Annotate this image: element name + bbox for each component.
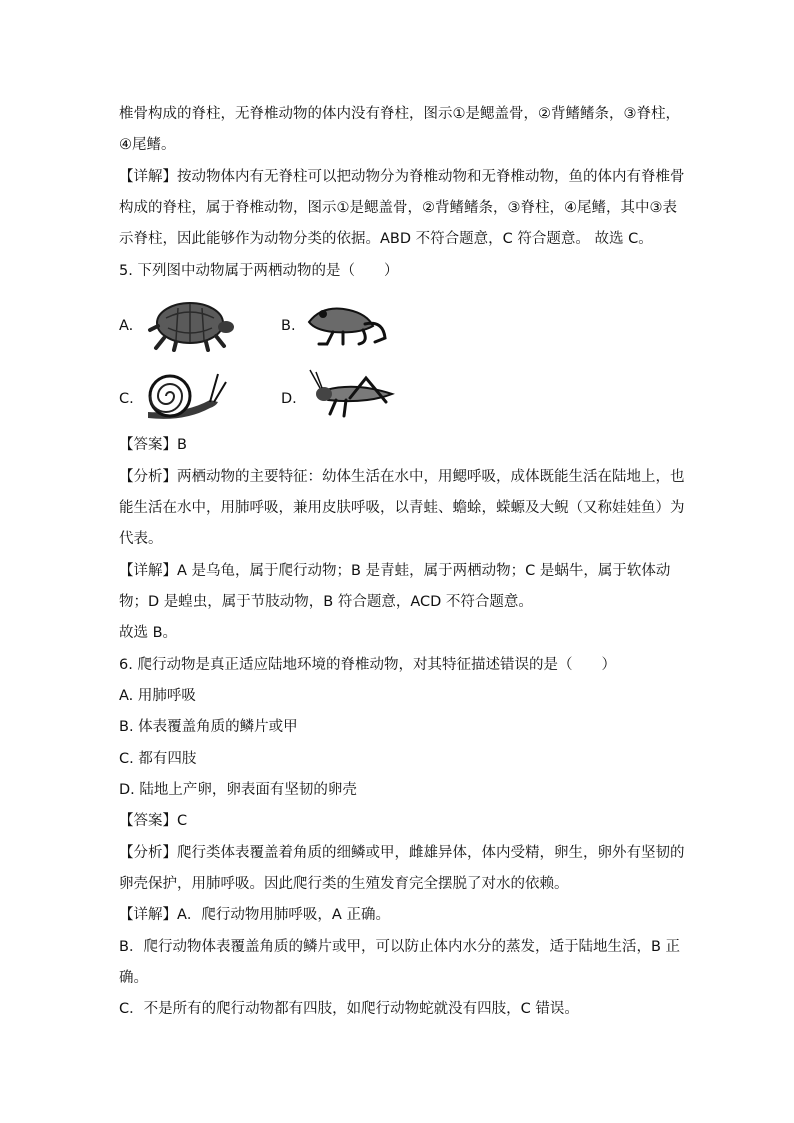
intro-line-2: ④尾鳍。 (119, 137, 176, 153)
q5-detail-line-1: 【详解】A 是乌龟，属于爬行动物；B 是青蛙，属于两栖动物；C 是蜗牛，属于软体动 (119, 563, 671, 579)
q6-option-c: C. 都有四肢 (119, 751, 197, 767)
q6-question: 6. 爬行动物是真正适应陆地环境的脊椎动物，对其特征描述错误的是（ ） (119, 657, 616, 673)
q5-conclusion: 故选 B。 (119, 625, 178, 641)
q5-analysis-line-1: 【分析】两栖动物的主要特征：幼体生活在水中，用鳃呼吸，成体既能生活在陆地上，也 (119, 469, 685, 485)
q5-answer: 【答案】B (119, 437, 187, 453)
intro-line-1: 椎骨构成的脊柱，无脊椎动物的体内没有脊柱，图示①是鳃盖骨，②背鳍鳍条，③脊柱， (119, 106, 680, 122)
q5-option-d-label: D. (281, 391, 297, 407)
grasshopper-icon (306, 368, 398, 420)
snail-icon (144, 366, 228, 424)
q6-option-b: B. 体表覆盖角质的鳞片或甲 (119, 719, 298, 735)
frog-icon (303, 298, 389, 348)
q5-option-c-label: C. (119, 391, 134, 407)
q5-analysis-line-3: 代表。 (119, 531, 163, 547)
q6-option-d: D. 陆地上产卵，卵表面有坚韧的卵壳 (119, 782, 357, 798)
q4-detail-line-2: 构成的脊柱，属于脊椎动物，图示①是鳃盖骨，②背鳍鳍条，③脊柱，④尾鳍，其中③表 (119, 200, 677, 216)
q6-detail-a: 【详解】A．爬行动物用肺呼吸，A 正确。 (119, 907, 390, 923)
q6-option-a: A. 用肺呼吸 (119, 688, 196, 704)
q6-answer: 【答案】C (119, 813, 188, 829)
q6-analysis-line-2: 卵壳保护，用肺呼吸。因此爬行类的生殖发育完全摆脱了对水的依赖。 (119, 876, 569, 892)
q5-analysis-line-2: 能生活在水中，用肺呼吸，兼用皮肤呼吸，以青蛙、蟾蜍，蝾螈及大鲵（又称娃娃鱼）为 (119, 500, 685, 516)
q6-detail-b-line-2: 确。 (119, 970, 148, 986)
q6-analysis-line-1: 【分析】爬行类体表覆盖着角质的细鳞或甲，雌雄异体，体内受精，卵生，卵外有坚韧的 (119, 845, 685, 861)
q5-option-b-label: B. (281, 318, 296, 334)
q6-detail-b-line-1: B．爬行动物体表覆盖角质的鳞片或甲，可以防止体内水分的蒸发，适于陆地生活，B 正 (119, 939, 681, 955)
turtle-icon (146, 296, 236, 352)
q5-question: 5. 下列图中动物属于两栖动物的是（ ） (119, 263, 399, 279)
q5-option-a-label: A. (119, 318, 134, 334)
q6-detail-c: C．不是所有的爬行动物都有四肢，如爬行动物蛇就没有四肢，C 错误。 (119, 1001, 579, 1017)
q5-detail-line-2: 物；D 是蝗虫，属于节肢动物，B 符合题意，ACD 不符合题意。 (119, 594, 533, 610)
q4-detail-line-1: 【详解】按动物体内有无脊柱可以把动物分为脊椎动物和无脊椎动物，鱼的体内有脊椎骨 (119, 169, 685, 185)
q4-detail-line-3: 示脊柱，因此能够作为动物分类的依据。ABD 不符合题意，C 符合题意。 故选 C。 (119, 231, 653, 247)
